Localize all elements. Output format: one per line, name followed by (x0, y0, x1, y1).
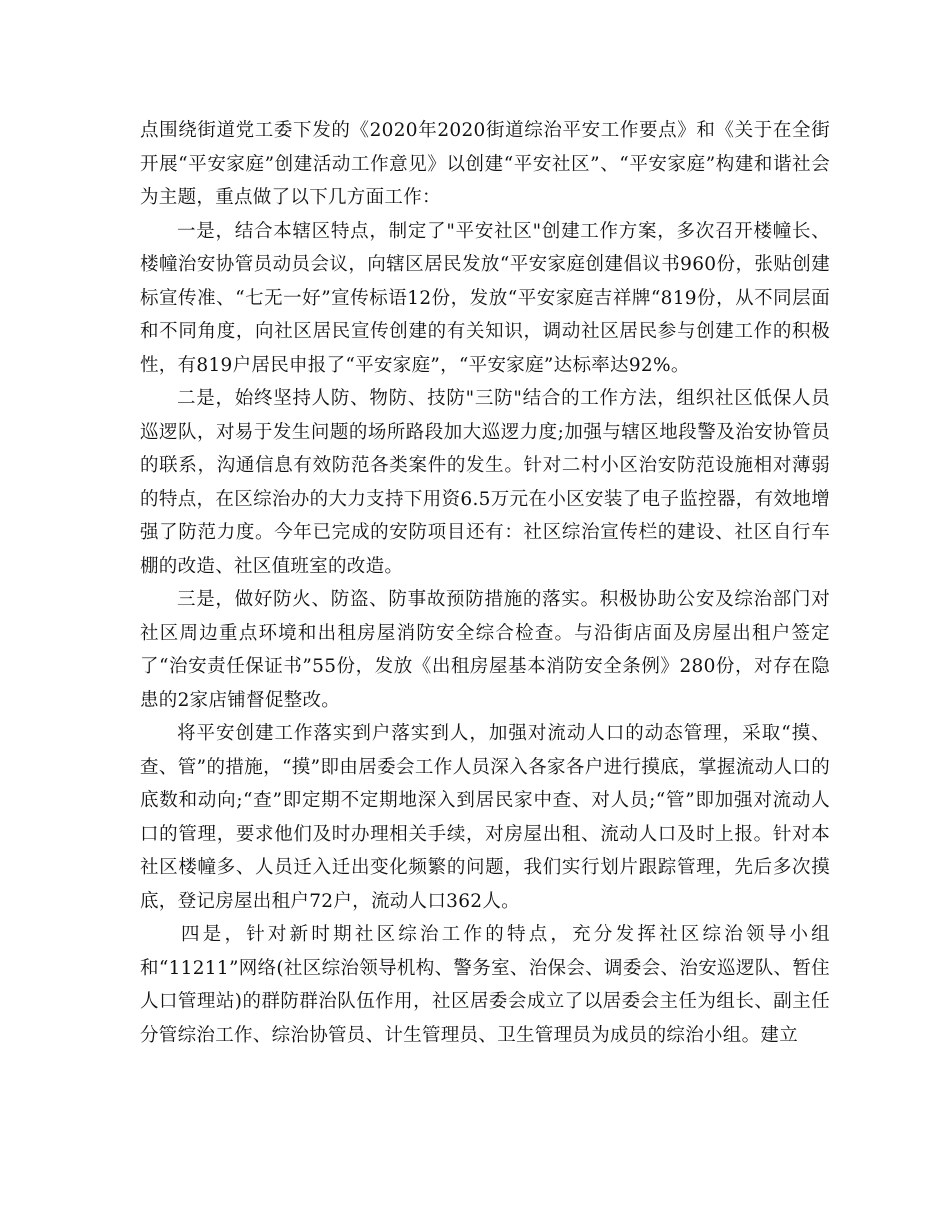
paragraph-point-two: 二是，始终坚持人防、物防、技防"三防"结合的工作方法，组织社区低保人员巡逻队，对易于发生问题的场所路段加大巡逻力度;加强与辖区地段警及治安协管员的联系，沟通信息有效防范各类案件的发生。针对二村小区治安防范设施相对薄弱的特点，在区综治办的大力支持下用资6.5万元在小区安装了电子监控器，有效地增强了防范力度。今年已完成的安防项目还有：社区综治宣传栏的建设、社区自行车棚的改造、社区值班室的改造。 (140, 388, 830, 577)
paragraph-floating-population: 将平安创建工作落实到户落实到人，加强对流动人口的动态管理，采取“摸、查、管”的措施，“摸”即由居委会工作人员深入各家各户进行摸底，掌握流动人口的底数和动向;“查”即定期不定期地深入到居民家中查、对人员;“管”即加强对流动人口的管理，要求他们及时办理相关手续，对房屋出租、流动人口及时上报。针对本社区楼幢多、人员迁入迁出变化频繁的问题，我们实行划片跟踪管理，先后多次摸底，登记房屋出租户72户，流动人口362人。 (140, 723, 830, 912)
document-body (140, 114, 830, 1052)
paragraph-point-four: 四是，针对新时期社区综治工作的特点，充分发挥社区综治领导小组和“11211”网络(社区综治领导机构、警务室、治保会、调委会、治安巡逻队、暂住人口管理站)的群防群治队伍作用，社区居委会成立了以居委会主任为组长、副主任分管综治工作、综治协管员、计生管理员、卫生管理员为成员的综治小组。建立 (140, 924, 830, 1046)
paragraph-point-three: 三是，做好防火、防盗、防事故预防措施的落实。积极协助公安及综治部门对社区周边重点环境和出租房屋消防安全综合检查。与沿街店面及房屋出租户签定了“治安责任保证书”55份，发放《出租房屋基本消防安全条例》280份，对存在隐患的2家店铺督促整改。 (140, 589, 830, 711)
paragraph-intro-continued: 点围绕街道党工委下发的《2020年2020街道综治平安工作要点》和《关于在全街开展“平安家庭”创建活动工作意见》以创建“平安社区”、“平安家庭”构建和谐社会为主题，重点做了以下几方面工作： (140, 120, 830, 208)
paragraph-point-one: 一是，结合本辖区特点，制定了"平安社区"创建工作方案，多次召开楼幢长、楼幢治安协管员动员会议，向辖区居民发放“平安家庭创建倡议书960份，张贴创建标宣传准、“七无一好”宣传标语12份，发放“平安家庭吉祥牌“819份，从不同层面和不同角度，向社区居民宣传创建的有关知识，调动社区居民参与创建工作的积极性，有819户居民申报了“平安家庭”，“平安家庭”达标率达92%。 (140, 220, 830, 376)
